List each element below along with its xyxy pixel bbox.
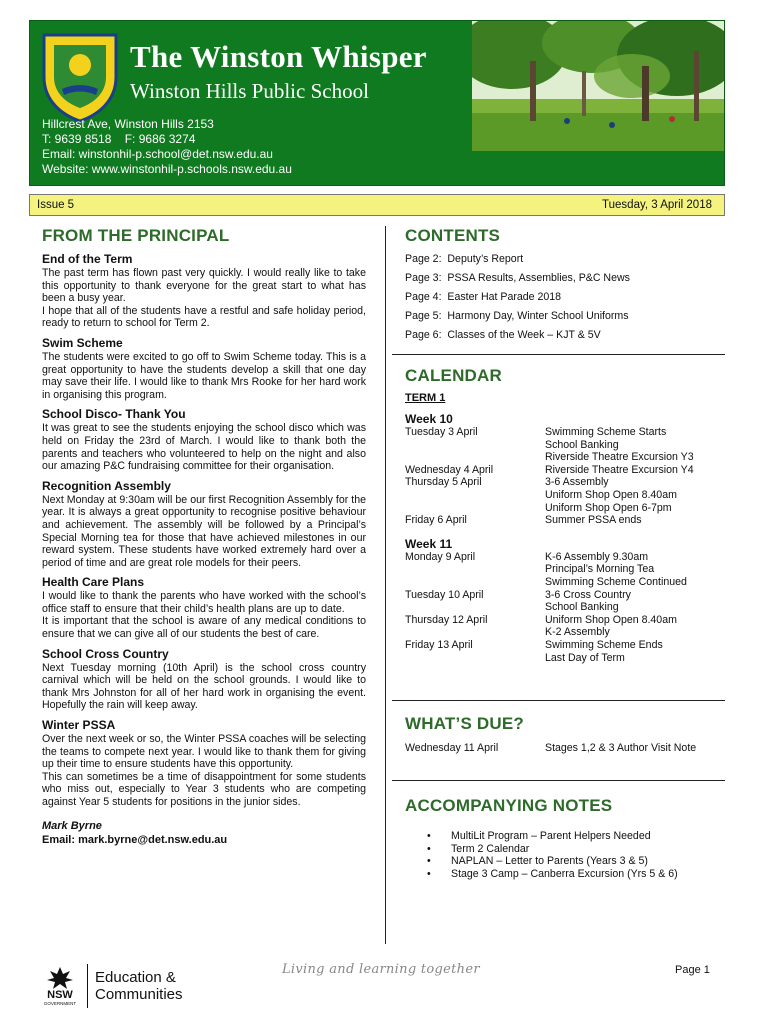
contents-list bbox=[405, 253, 725, 342]
calendar-events bbox=[545, 551, 725, 589]
calendar-event: Swimming Scheme Continued bbox=[545, 575, 687, 588]
calendar-heading: CALENDAR bbox=[405, 366, 502, 385]
notes-list bbox=[427, 830, 725, 880]
calendar-day: Wednesday 4 April bbox=[405, 463, 494, 476]
article-title: Swim Scheme bbox=[42, 335, 123, 350]
article-winter-pssa bbox=[42, 718, 366, 809]
calendar-event: Riverside Theatre Excursion Y3 bbox=[545, 451, 694, 464]
contents-item: Page 3: PSSA Results, Assemblies, P&C News bbox=[405, 271, 630, 284]
whats-due-heading: WHAT’S DUE? bbox=[405, 714, 524, 733]
calendar-events bbox=[545, 589, 725, 614]
principal-heading: FROM THE PRINCIPAL bbox=[42, 226, 230, 245]
issue-date: Tuesday, 3 April 2018 bbox=[602, 199, 712, 211]
article-paragraph: I would like to thank the parents who have worked with the school’s office staff to ensure that their child’s health plans are up to date. bbox=[42, 590, 366, 615]
article-title: Winter PSSA bbox=[42, 718, 116, 733]
calendar-event: K-2 Assembly bbox=[545, 626, 610, 639]
note-item: • MultiLit Program – Parent Helpers Needed bbox=[427, 830, 725, 843]
article-paragraph: It was great to see the students enjoying the school disco which was held on Friday the 23rd of March. I would like to thank both the parents and teachers who volunteered to help on the night and also our amazing P&C fundraising committee for their organisation. bbox=[42, 422, 366, 473]
column-divider bbox=[385, 226, 386, 944]
calendar-row bbox=[405, 464, 725, 477]
website-line: Website: www.winstonhil-p.schools.nsw.edu.au bbox=[42, 162, 292, 176]
section-divider bbox=[392, 700, 725, 701]
article-title: Health Care Plans bbox=[42, 575, 145, 590]
issue-number: Issue 5 bbox=[37, 199, 75, 211]
calendar-event: Principal’s Morning Tea bbox=[545, 563, 655, 576]
calendar-row bbox=[405, 514, 725, 527]
calendar-day: Tuesday 10 April bbox=[405, 588, 484, 601]
week-label: Week 11 bbox=[405, 536, 453, 551]
article-paragraph: Next Monday at 9:30am will be our first Recognition Assembly for the year. It is always a great opportunity to recognise positive behaviour and achievement. The assembly will be followed by a Principal’s Special Morning tea for those that have achieved milestones in our reward system. These students have worked extremely hard over a period of time and are great role models for their peers. bbox=[42, 493, 366, 569]
address-line: Hillcrest Ave, Winston Hills 2153 bbox=[42, 117, 214, 131]
article-cross-country bbox=[42, 647, 366, 712]
calendar-events bbox=[545, 476, 725, 514]
note-item: • Stage 3 Camp – Canberra Excursion (Yrs 5 & 6) bbox=[427, 868, 725, 881]
section-divider bbox=[392, 780, 725, 781]
nsw-waratah-mark bbox=[40, 966, 80, 1007]
calendar-row bbox=[405, 589, 725, 614]
calendar-event: Swimming Scheme Ends bbox=[545, 638, 663, 651]
calendar-event: K-6 Assembly 9.30am bbox=[545, 550, 649, 563]
school-name: Winston Hills Public School bbox=[130, 79, 369, 103]
article-recognition-assembly bbox=[42, 479, 366, 570]
logo-line1: Education & bbox=[95, 969, 176, 986]
calendar-week-table bbox=[405, 551, 725, 664]
principal-column bbox=[42, 226, 366, 847]
logo-nsw: NSW bbox=[47, 988, 73, 1001]
article-title: School Disco- Thank You bbox=[42, 407, 186, 422]
due-row bbox=[405, 742, 725, 755]
contents-item: Page 4: Easter Hat Parade 2018 bbox=[405, 290, 562, 303]
calendar-day: Friday 13 April bbox=[405, 638, 473, 651]
article-paragraph: Over the next week or so, the Winter PSSA coaches will be selecting the teams to compete next year. I would like to thank them for giving up their time to ensure students have this opportunity. bbox=[42, 733, 366, 771]
article-school-disco bbox=[42, 407, 366, 472]
contents-item: Page 2: Deputy’s Report bbox=[405, 253, 524, 265]
calendar-event: School Banking bbox=[545, 438, 619, 451]
calendar-events bbox=[545, 426, 725, 464]
calendar-event: Swimming Scheme Starts bbox=[545, 426, 667, 438]
calendar-event: 3-6 Cross Country bbox=[545, 588, 631, 601]
calendar-day: Friday 6 April bbox=[405, 514, 467, 527]
article-end-of-term bbox=[42, 252, 366, 330]
calendar-events bbox=[545, 514, 725, 527]
contents-heading: CONTENTS bbox=[405, 226, 501, 245]
calendar-section bbox=[405, 366, 725, 664]
section-divider bbox=[392, 354, 725, 355]
calendar-day: Thursday 12 April bbox=[405, 613, 488, 626]
calendar-event: 3-6 Assembly bbox=[545, 476, 609, 489]
calendar-row bbox=[405, 614, 725, 639]
calendar-event: Uniform Shop Open 8.40am bbox=[545, 488, 677, 501]
calendar-event: Riverside Theatre Excursion Y4 bbox=[545, 463, 694, 476]
article-paragraph: The students were excited to go off to Swim Scheme today. This is a great opportunity to have the students develop a skill that one day may save their life. I would like to thank Mrs Rooke for her hard work in organising this program. bbox=[42, 350, 366, 401]
calendar-week-table bbox=[405, 426, 725, 527]
calendar-row bbox=[405, 551, 725, 589]
note-item: • Term 2 Calendar bbox=[427, 843, 725, 856]
article-paragraph: It is important that the school is aware of any medical conditions to ensure that we can give all of our students the best of care. bbox=[42, 615, 366, 641]
calendar-event: School Banking bbox=[545, 601, 619, 614]
notes-section bbox=[405, 796, 725, 880]
calendar-row bbox=[405, 639, 725, 664]
article-title: End of the Term bbox=[42, 252, 133, 266]
article-health-care-plans bbox=[42, 575, 366, 640]
calendar-day: Monday 9 April bbox=[405, 550, 476, 563]
calendar-row bbox=[405, 426, 725, 464]
calendar-term: TERM 1 bbox=[405, 392, 446, 404]
newsletter-title: The Winston Whisper bbox=[130, 39, 427, 74]
phone-fax-line: T: 9639 8518 F: 9686 3274 bbox=[42, 132, 196, 146]
issue-bar bbox=[29, 194, 725, 216]
email-line: Email: winstonhil-p.school@det.nsw.edu.au bbox=[42, 147, 273, 161]
calendar-event: Uniform Shop Open 8.40am bbox=[545, 613, 677, 626]
calendar-events bbox=[545, 464, 725, 477]
note-item: • NAPLAN – Letter to Parents (Years 3 & 5) bbox=[427, 855, 725, 868]
nsw-education-logo bbox=[40, 960, 183, 1012]
week-label: Week 10 bbox=[405, 412, 453, 426]
waratah-icon bbox=[45, 966, 75, 990]
calendar-events bbox=[545, 639, 725, 664]
calendar-event: Uniform Shop Open 6-7pm bbox=[545, 501, 672, 514]
sidebar-column bbox=[405, 226, 725, 348]
calendar-day: Tuesday 3 April bbox=[405, 426, 478, 438]
logo-government: GOVERNMENT bbox=[43, 1000, 77, 1006]
article-paragraph: Next Tuesday morning (10th April) is the school cross country carnival which will be held on the school grounds. I would like to thank Mrs Johnston for all of her hard work in organising the event. Hopefully the rain will keep away. bbox=[42, 661, 366, 712]
school-motto: Living and learning together bbox=[282, 962, 480, 977]
notes-heading: ACCOMPANYING NOTES bbox=[405, 796, 613, 815]
contents-item: Page 5: Harmony Day, Winter School Uniforms bbox=[405, 309, 629, 322]
article-paragraph: I hope that all of the students have a restful and safe holiday period, ready to return to school for Term 2. bbox=[42, 304, 366, 330]
due-item: Stages 1,2 & 3 Author Visit Note bbox=[545, 742, 697, 754]
logo-line2: Communities bbox=[95, 986, 183, 1003]
whats-due-section bbox=[405, 714, 725, 755]
due-day: Wednesday 11 April bbox=[405, 742, 499, 754]
school-contact-details bbox=[42, 117, 292, 177]
calendar-event: Summer PSSA ends bbox=[545, 514, 642, 527]
signature-email[interactable]: Email: mark.byrne@det.nsw.edu.au bbox=[42, 833, 228, 846]
article-paragraph: This can sometimes be a time of disappointment for some students who miss out, especially to Year 3 students who are competing against Year 5 students for positions in the junior sides. bbox=[42, 770, 366, 808]
whats-due-table bbox=[405, 742, 725, 755]
logo-divider bbox=[87, 964, 88, 1008]
logo-text bbox=[95, 969, 183, 1003]
contents-item: Page 6: Classes of the Week – KJT & 5V bbox=[405, 328, 601, 341]
principal-signature bbox=[42, 819, 366, 847]
school-crest-logo bbox=[40, 31, 120, 123]
article-title: Recognition Assembly bbox=[42, 478, 171, 493]
calendar-event: Last Day of Term bbox=[545, 651, 625, 664]
calendar-day: Thursday 5 April bbox=[405, 476, 482, 489]
header-banner bbox=[29, 20, 725, 186]
article-paragraph: The past term has flown past very quickly. I would really like to take this opportunity to thank everyone for the great start to what has been a busy year. bbox=[42, 267, 366, 305]
article-title: School Cross Country bbox=[42, 646, 169, 661]
page-number: Page 1 bbox=[675, 964, 710, 976]
school-grounds-photo bbox=[472, 21, 724, 151]
article-swim-scheme bbox=[42, 336, 366, 401]
signature-name: Mark Byrne bbox=[42, 819, 102, 832]
calendar-events bbox=[545, 614, 725, 639]
calendar-row bbox=[405, 476, 725, 514]
